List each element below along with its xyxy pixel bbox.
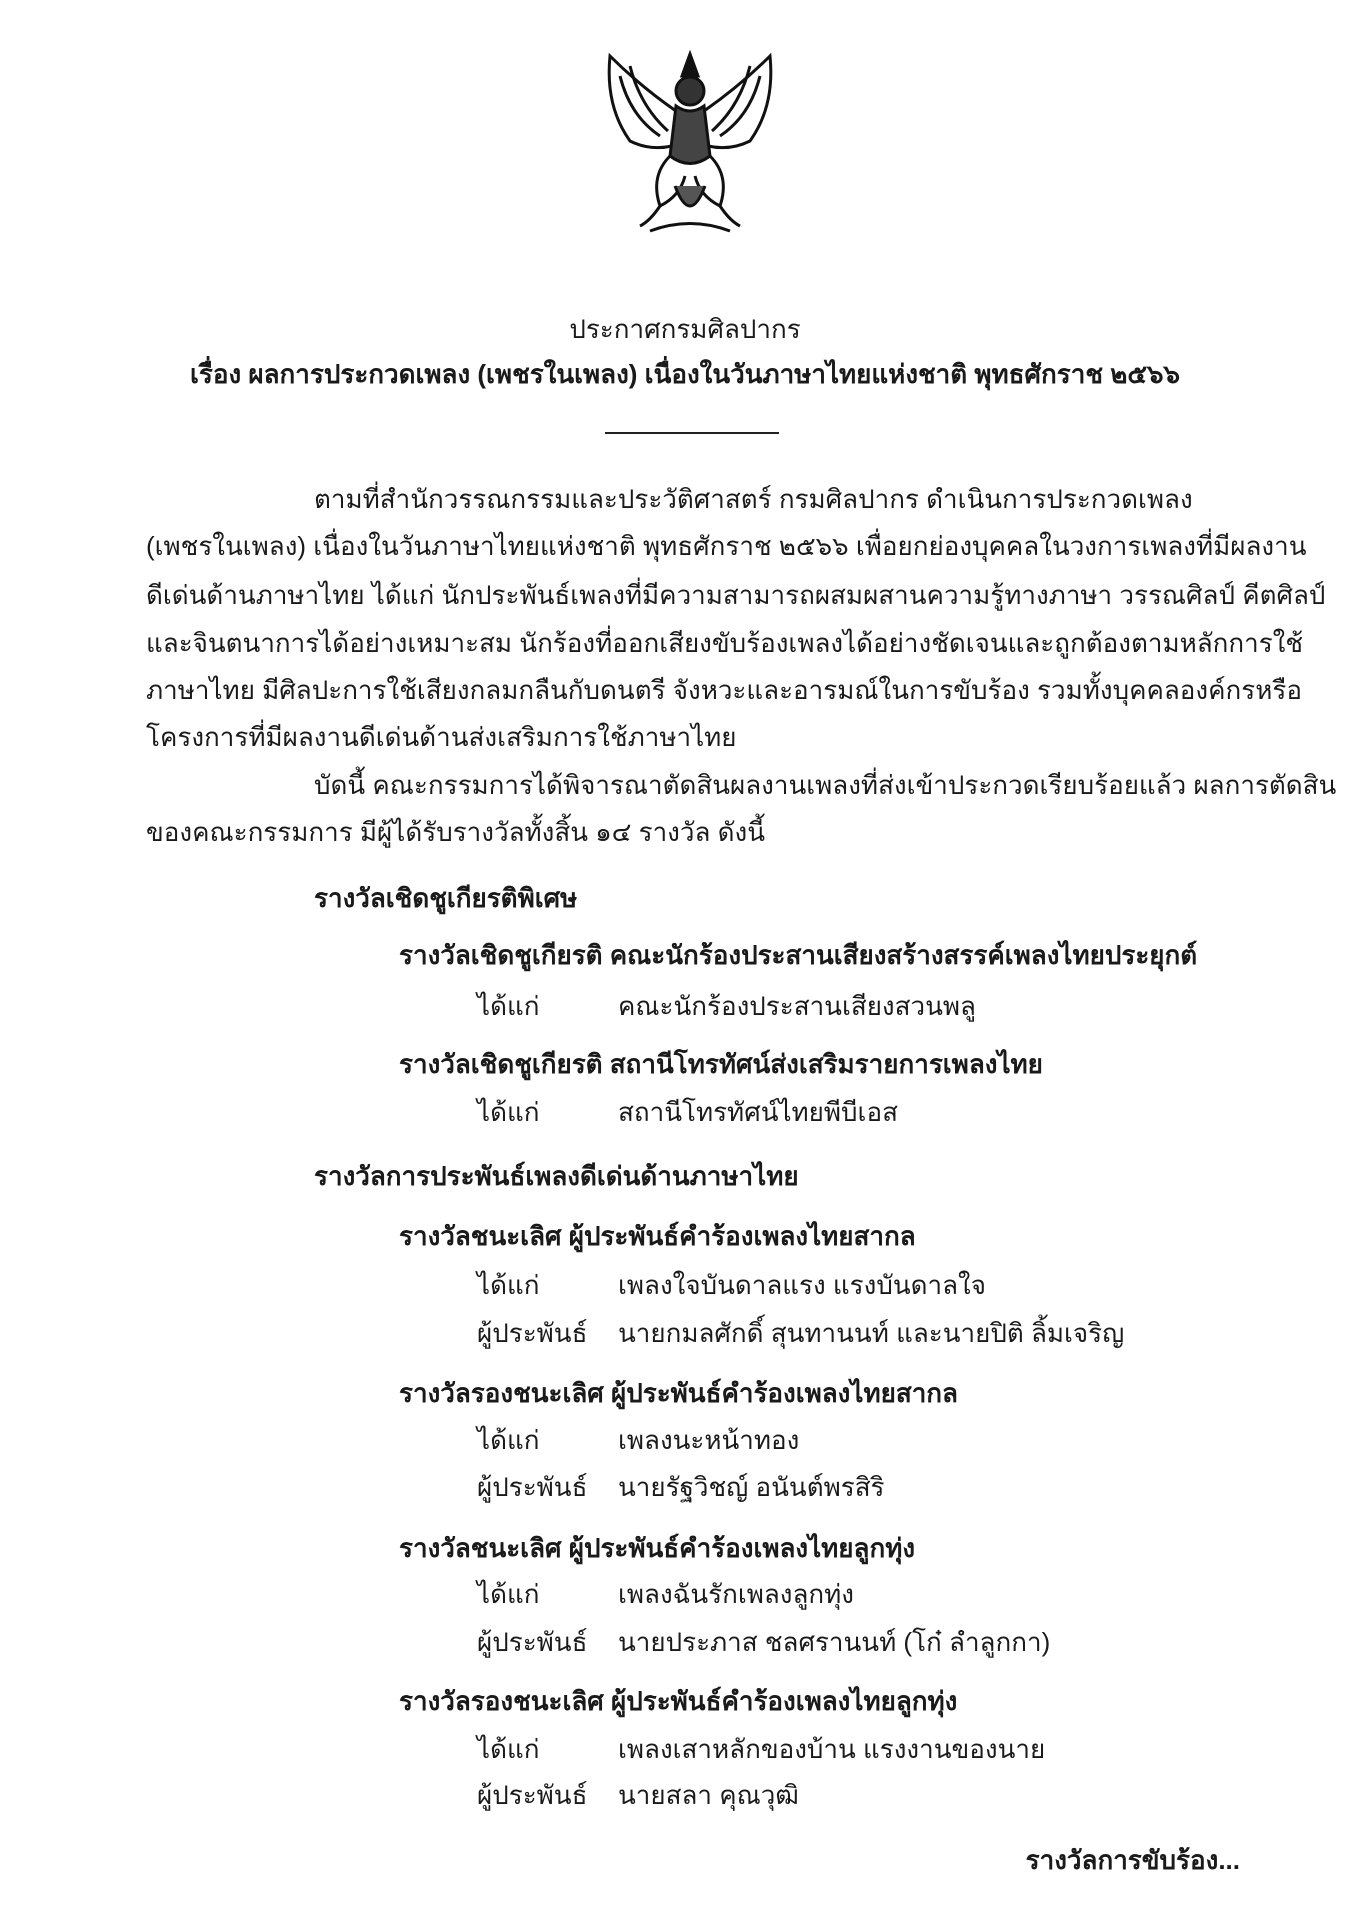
award-title: รางวัลรองชนะเลิศ ผู้ประพันธ์คำร้องเพลงไทยลูกทุ่ง xyxy=(399,1686,958,1716)
winner-value: เพลงฉันรักเพลงลูกทุ่ง xyxy=(618,1579,855,1609)
award-title: รางวัลชนะเลิศ ผู้ประพันธ์คำร้องเพลงไทยสากล xyxy=(399,1221,916,1251)
paragraph-line: ภาษาไทย มีศิลปะการใช้เสียงกลมกลืนกับดนตรี จังหวะและอารมณ์ในการขับร้อง รวมทั้งบุคคลองค์กรหรือ xyxy=(146,675,1302,705)
paragraph-line: ของคณะกรรมการ มีผู้ได้รับรางวัลทั้งสิ้น ๑๔ รางวัล ดังนี้ xyxy=(146,817,765,847)
award-title: รางวัลรองชนะเลิศ ผู้ประพันธ์คำร้องเพลงไทยสากล xyxy=(399,1378,958,1408)
document-title: ประกาศกรมศิลปากร xyxy=(569,314,801,344)
composer-value: นายรัฐวิชญ์ อนันต์พรสิริ xyxy=(618,1472,885,1502)
garuda-emblem-icon xyxy=(590,46,790,246)
paragraph-line: (เพชรในเพลง) เนื่องในวันภาษาไทยแห่งชาติ พุทธศักราช ๒๕๖๖ เพื่อยกย่องบุคคลในวงการเพลงที่มีผลงาน xyxy=(146,531,1307,561)
winner-value: เพลงใจบันดาลแรง แรงบันดาลใจ xyxy=(618,1270,986,1300)
winner-label: ได้แก่ xyxy=(477,991,540,1021)
award-title: รางวัลเชิดชูเกียรติ สถานีโทรทัศน์ส่งเสริมรายการเพลงไทย xyxy=(399,1049,1043,1079)
winner-label: ได้แก่ xyxy=(477,1734,540,1764)
winner-label: ได้แก่ xyxy=(477,1097,540,1127)
paragraph-line: โครงการที่มีผลงานดีเด่นด้านส่งเสริมการใช้ภาษาไทย xyxy=(146,722,737,752)
winner-label: ได้แก่ xyxy=(477,1425,540,1455)
winner-label: ได้แก่ xyxy=(477,1579,540,1609)
winner-label: ได้แก่ xyxy=(477,1270,540,1300)
composer-label: ผู้ประพันธ์ xyxy=(477,1318,588,1348)
section-heading: รางวัลเชิดชูเกียรติพิเศษ xyxy=(314,883,578,913)
document-subject: เรื่อง ผลการประกวดเพลง (เพชรในเพลง) เนื่องในวันภาษาไทยแห่งชาติ พุทธศักราช ๒๕๖๖ xyxy=(189,359,1181,389)
winner-value: เพลงนะหน้าทอง xyxy=(618,1425,800,1455)
paragraph-line: ตามที่สำนักวรรณกรรมและประวัติศาสตร์ กรมศิลปากร ดำเนินการประกวดเพลง xyxy=(314,484,1193,514)
composer-label: ผู้ประพันธ์ xyxy=(477,1472,588,1502)
title-divider xyxy=(605,432,779,434)
award-title: รางวัลชนะเลิศ ผู้ประพันธ์คำร้องเพลงไทยลูกทุ่ง xyxy=(399,1533,916,1563)
winner-value: เพลงเสาหลักของบ้าน แรงงานของนาย xyxy=(618,1734,1046,1764)
winner-value: สถานีโทรทัศน์ไทยพีบีเอส xyxy=(618,1097,898,1127)
composer-label: ผู้ประพันธ์ xyxy=(477,1627,588,1657)
section-heading: รางวัลการประพันธ์เพลงดีเด่นด้านภาษาไทย xyxy=(314,1161,799,1191)
continued-on-next-page: รางวัลการขับร้อง... xyxy=(1025,1845,1240,1875)
composer-value: นายสลา คุณวุฒิ xyxy=(618,1780,799,1810)
composer-value: นายประภาส ชลศรานนท์ (โก๋ ลำลูกกา) xyxy=(618,1627,1051,1657)
paragraph-line: ดีเด่นด้านภาษาไทย ได้แก่ นักประพันธ์เพลงที่มีความสามารถผสมผสานความรู้ทางภาษา วรรณศิลป์ คีตศิลป์ xyxy=(146,580,1326,610)
composer-value: นายกมลศักดิ์ สุนทานนท์ และนายปิติ ลิ้มเจริญ xyxy=(618,1318,1125,1348)
composer-label: ผู้ประพันธ์ xyxy=(477,1780,588,1810)
paragraph-line: บัดนี้ คณะกรรมการได้พิจารณาตัดสินผลงานเพลงที่ส่งเข้าประกวดเรียบร้อยแล้ว ผลการตัดสิน xyxy=(314,770,1337,800)
paragraph-line: และจินตนาการได้อย่างเหมาะสม นักร้องที่ออกเสียงขับร้องเพลงได้อย่างชัดเจนและถูกต้องตามหลักการใช้ xyxy=(146,628,1304,658)
award-title: รางวัลเชิดชูเกียรติ คณะนักร้องประสานเสียงสร้างสรรค์เพลงไทยประยุกต์ xyxy=(399,940,1198,970)
winner-value: คณะนักร้องประสานเสียงสวนพลู xyxy=(618,991,976,1021)
